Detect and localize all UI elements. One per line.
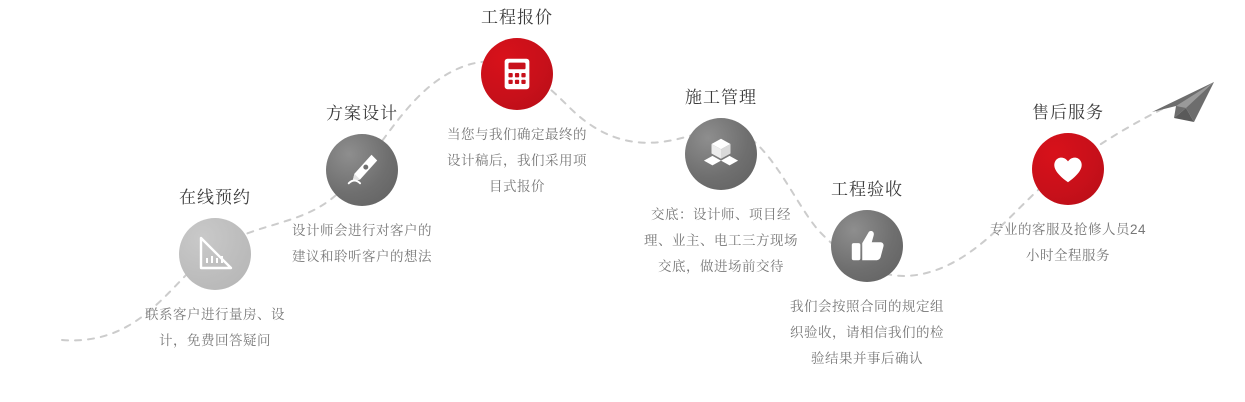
step-icon-circle [326,134,398,206]
process-step-6 [968,103,1168,269]
process-step-5 [767,180,967,372]
boxes-stack-icon [702,135,740,173]
step-title: 在线预约 [179,188,251,207]
step-icon-circle [179,218,251,290]
ruler-triangle-icon [195,234,235,274]
process-step-3 [417,8,617,200]
step-title: 售后服务 [1032,103,1104,122]
step-description: 我们会按照合同的规定组织验收，请相信我们的检验结果并事后确认 [790,299,944,366]
step-icon-circle [685,118,757,190]
step-title: 工程验收 [831,180,903,199]
step-title: 工程报价 [481,8,553,27]
step-description: 设计师会进行对客户的建议和聆听客户的想法 [292,223,432,264]
step-description: 联系客户进行量房、设计，免费回答疑问 [145,307,285,348]
pen-nib-icon [343,151,381,189]
step-icon-circle [831,210,903,282]
thumbs-up-icon [848,227,886,265]
step-description: 交底：设计师、项目经理、业主、电工三方现场交底，做进场前交待 [644,207,798,274]
heart-icon [1049,150,1087,188]
step-description: 当您与我们确定最终的设计稿后，我们采用项目式报价 [447,127,587,194]
step-icon-circle [481,38,553,110]
step-description: 专业的客服及抢修人员24小时全程服务 [989,222,1147,263]
step-title: 施工管理 [685,88,757,107]
step-title: 方案设计 [326,104,398,123]
calculator-icon [498,55,536,93]
step-icon-circle [1032,133,1104,205]
